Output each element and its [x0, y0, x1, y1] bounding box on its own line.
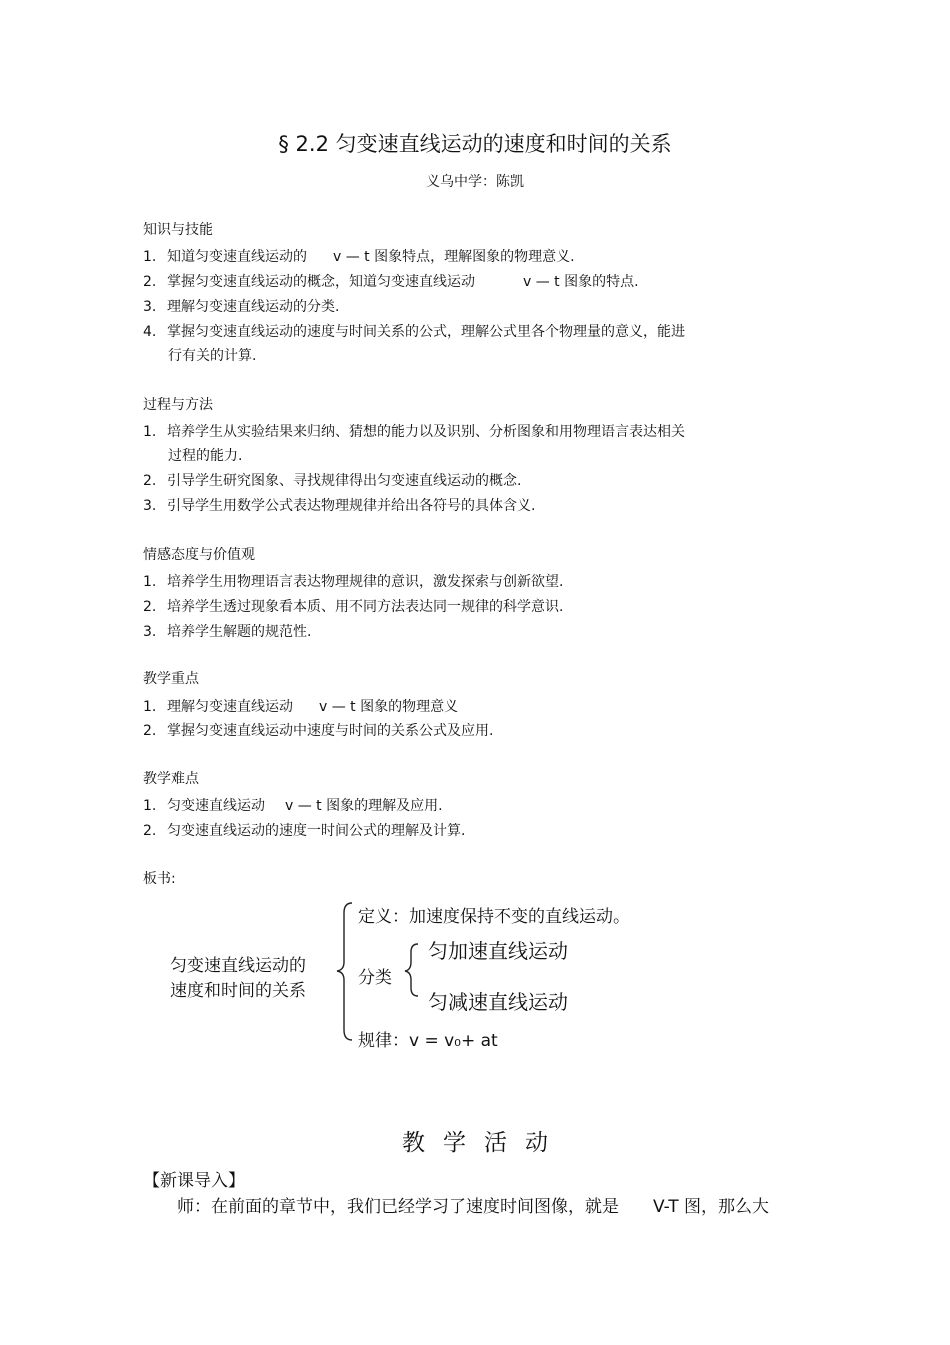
list-item-continuation: 行有关的计算. [168, 348, 257, 364]
intro-paragraph [177, 1192, 769, 1217]
blackboard-category-decelerating: 匀减速直线运动 [428, 990, 568, 1014]
item-number: 2. [143, 823, 157, 839]
item-text: 培养学生解题的规范性. [167, 624, 312, 640]
intro-heading: 【新课导入】 [143, 1171, 245, 1191]
item-number: 1. [143, 249, 157, 265]
item-text: 培养学生从实验结果来归纳、猜想的能力以及识别、分析图象和用物理语言表达相关 [167, 424, 685, 440]
section-heading-process: 过程与方法 [143, 397, 213, 413]
list-item-continuation: 过程的能力. [168, 448, 243, 464]
item-text: 引导学生研究图象、寻找规律得出匀变速直线运动的概念. [167, 473, 522, 489]
item-number: 3. [143, 299, 157, 315]
item-number: 1. [143, 798, 157, 814]
blackboard-label: 板书: [143, 871, 176, 887]
item-number: 1. [143, 574, 157, 590]
section-heading-attitude: 情感态度与价值观 [143, 547, 255, 563]
item-text: 理解匀变速直线运动的分类. [167, 299, 340, 315]
item-number: 1. [143, 699, 157, 715]
section-heading-difficulties: 教学难点 [143, 771, 199, 787]
item-text-b: v — t 图象特点，理解图象的物理意义. [333, 249, 575, 265]
item-number: 4. [143, 324, 157, 340]
intro-text-a: 师：在前面的章节中，我们已经学习了速度时间图像，就是 [177, 1197, 619, 1217]
item-text: 匀变速直线运动的速度一时间公式的理解及计算. [167, 823, 466, 839]
blackboard-main-topic-line1: 匀变速直线运动的 [170, 956, 306, 976]
item-text: 培养学生用物理语言表达物理规律的意识，激发探索与创新欲望. [167, 574, 564, 590]
law-formula: v = v₀+ at [409, 1031, 498, 1051]
blackboard-category-accelerating: 匀加速直线运动 [428, 939, 568, 963]
blackboard-law [358, 1026, 498, 1051]
law-label: 规律： [358, 1031, 409, 1051]
item-text: 理解匀变速直线运动 [167, 699, 293, 715]
item-number: 2. [143, 274, 157, 290]
outer-brace-icon [337, 903, 352, 1040]
item-text: 掌握匀变速直线运动的速度与时间关系的公式，理解公式里各个物理量的意义，能进 [167, 324, 685, 340]
item-text: 知道匀变速直线运动的 [167, 249, 307, 265]
section-heading-knowledge: 知识与技能 [143, 222, 213, 238]
item-text: 匀变速直线运动 [167, 798, 265, 814]
blackboard-definition: 定义：加速度保持不变的直线运动。 [358, 907, 630, 927]
item-number: 1. [143, 424, 157, 440]
item-number: 2. [143, 599, 157, 615]
item-text: 培养学生透过现象看本质、用不同方法表达同一规律的科学意识. [167, 599, 564, 615]
activity-title: 教学活动 [402, 1130, 566, 1156]
intro-text-b: V-T 图，那么大 [653, 1197, 769, 1217]
item-number: 2. [143, 723, 157, 739]
page-title: § 2.2 匀变速直线运动的速度和时间的关系 [278, 132, 672, 156]
author-line: 义乌中学：陈凯 [426, 174, 524, 190]
item-text-b: v — t 图象的理解及应用. [285, 798, 443, 814]
blackboard-category-label: 分类 [358, 968, 392, 988]
item-text: 掌握匀变速直线运动中速度与时间的关系公式及应用. [167, 723, 494, 739]
item-number: 3. [143, 624, 157, 640]
inner-brace-icon [405, 944, 418, 996]
item-text: 引导学生用数学公式表达物理规律并给出各符号的具体含义. [167, 498, 536, 514]
section-heading-key-points: 教学重点 [143, 671, 199, 687]
item-number: 3. [143, 498, 157, 514]
item-text-b: v — t 图象的物理意义 [319, 699, 459, 715]
item-text: 掌握匀变速直线运动的概念，知道匀变速直线运动 [167, 274, 475, 290]
item-text-b: v — t 图象的特点. [523, 274, 639, 290]
blackboard-main-topic-line2: 速度和时间的关系 [170, 981, 306, 1001]
item-number: 2. [143, 473, 157, 489]
